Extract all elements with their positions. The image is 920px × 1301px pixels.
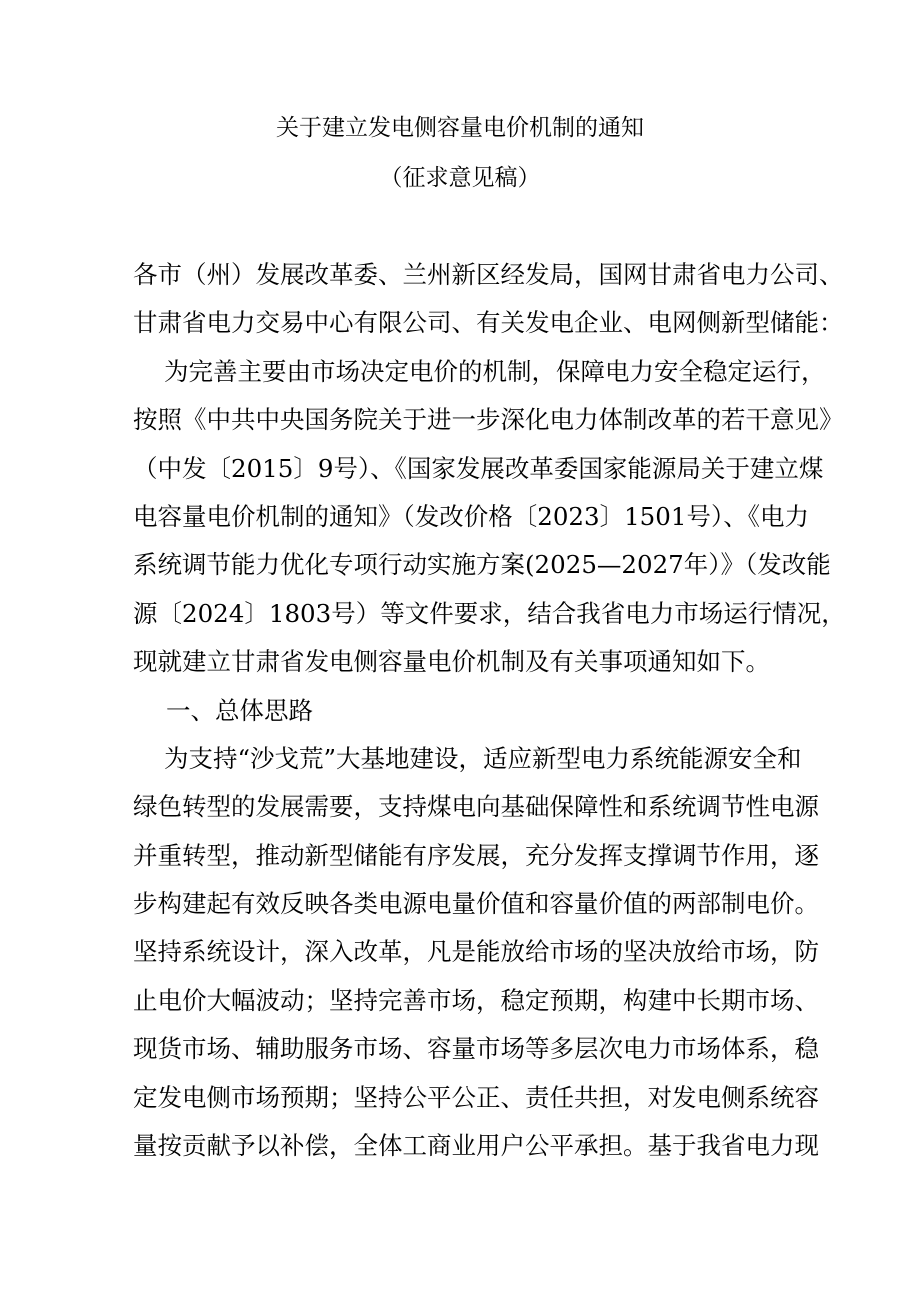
- paragraph-line: 坚持系统设计，深入改革，凡是能放给市场的坚决放给市场，防: [133, 937, 819, 967]
- addressee-line: 甘肃省电力交易中心有限公司、有关发电企业、电网侧新型储能：: [133, 308, 844, 338]
- paragraph-line: 现货市场、辅助服务市场、容量市场等多层次电力市场体系，稳: [133, 1034, 819, 1064]
- paragraph-line: 电容量电价机制的通知》（发改价格〔2023〕1501号）、《电力: [133, 501, 809, 531]
- paragraph-line: 按照《中共中央国务院关于进一步深化电力体制改革的若干意见》: [133, 405, 844, 435]
- document-title: 关于建立发电侧容量电价机制的通知: [276, 115, 644, 141]
- addressee-line: 各市（州）发展改革委、兰州新区经发局，国网甘肃省电力公司、: [133, 260, 844, 289]
- paragraph-line: 绿色转型的发展需要，支持煤电向基础保障性和系统调节性电源: [133, 792, 819, 822]
- paragraph-line: （中发〔2015〕9号）、《国家发展改革委国家能源局关于建立煤: [133, 453, 824, 483]
- paragraph-line: 源〔2024〕1803号）等文件要求，结合我省电力市场运行情况，: [133, 598, 846, 628]
- paragraph-line: 并重转型，推动新型储能有序发展，充分发挥支撑调节作用，逐: [133, 840, 819, 870]
- paragraph-line: 止电价大幅波动；坚持完善市场，稳定预期，构建中长期市场、: [133, 985, 819, 1015]
- paragraph-line: 步构建起有效反映各类电源电量价值和容量价值的两部制电价。: [133, 889, 819, 919]
- paragraph-line: 系统调节能力优化专项行动实施方案(2025—2027年）》（发改能: [133, 550, 831, 580]
- paragraph-line: 量按贡献予以补偿，全体工商业用户公平承担。基于我省电力现: [133, 1131, 819, 1161]
- document-subtitle: （征求意见稿）: [379, 165, 541, 191]
- paragraph-line: 为支持“沙戈荒”大基地建设，适应新型电力系统能源安全和: [164, 743, 802, 773]
- paragraph-line: 定发电侧市场预期；坚持公平公正、责任共担，对发电侧系统容: [133, 1082, 819, 1112]
- document-body: [133, 251, 846, 1170]
- paragraph-line: 现就建立甘肃省发电侧容量电价机制及有关事项通知如下。: [133, 647, 770, 677]
- paragraph-line: 为完善主要由市场决定电价的机制，保障电力安全稳定运行，: [164, 356, 826, 386]
- section-heading: 一、总体思路: [166, 695, 313, 725]
